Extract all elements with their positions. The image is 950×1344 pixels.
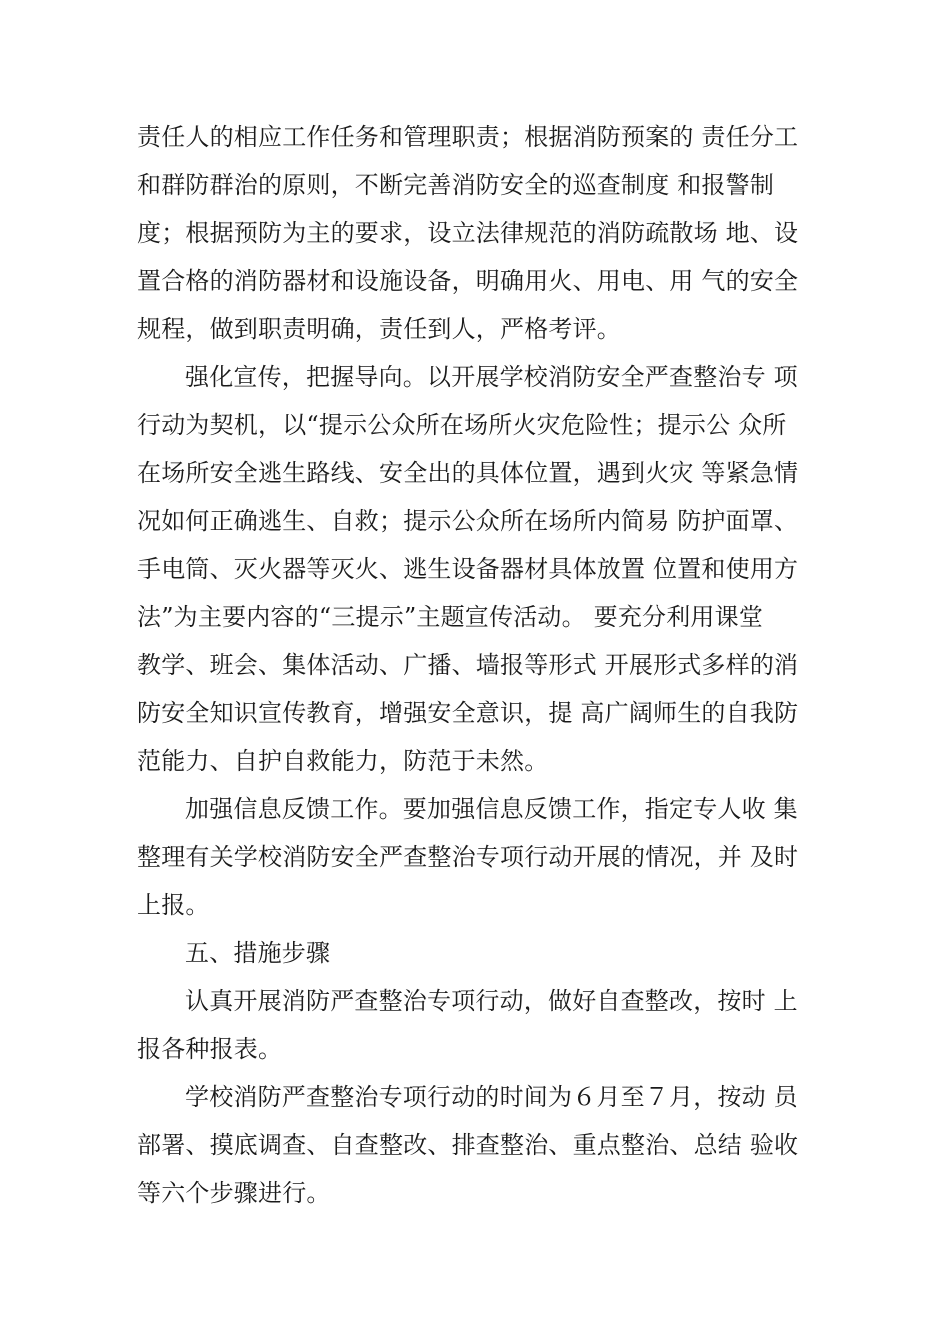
paragraph-line: 置合格的消防器材和设施设备，明确用火、用电、用 气的安全 <box>137 267 799 295</box>
paragraph-line: 部署、摸底调查、自查整改、排查整治、重点整治、总结 验收 <box>137 1131 799 1159</box>
paragraph-line: 等六个步骤进行。 <box>137 1179 331 1207</box>
paragraph-line: 况如何正确逃生、自救；提示公众所在场所内简易 防护面罩、 <box>137 507 799 535</box>
paragraph-line: 报各种报表。 <box>137 1035 283 1063</box>
paragraph-line: 范能力、自护自救能力，防范于未然。 <box>137 747 549 775</box>
paragraph-line: 整理有关学校消防安全严查整治专项行动开展的情况，并 及时 <box>137 843 799 871</box>
paragraph-line: 规程，做到职责明确，责任到人，严格考评。 <box>137 315 621 343</box>
paragraph-line: 教学、班会、集体活动、广播、墙报等形式 开展形式多样的消 <box>137 651 799 679</box>
section-heading: 五、措施步骤 <box>185 939 331 967</box>
paragraph-line: 上报。 <box>137 891 210 919</box>
paragraph-line: 法”为主要内容的“三提示”主题宣传活动。 要充分利用课堂 <box>137 603 764 631</box>
paragraph-line: 学校消防严查整治专项行动的时间为６月至７月，按动 员 <box>185 1083 798 1111</box>
paragraph-line: 加强信息反馈工作。要加强信息反馈工作，指定专人收 集 <box>185 795 798 823</box>
paragraph-line: 认真开展消防严查整治专项行动，做好自查整改，按时 上 <box>185 987 798 1015</box>
paragraph-line: 责任人的相应工作任务和管理职责；根据消防预案的 责任分工 <box>137 123 799 151</box>
paragraph-line: 和群防群治的原则，不断完善消防安全的巡查制度 和报警制 <box>137 171 775 199</box>
paragraph-line: 度；根据预防为主的要求，设立法律规范的消防疏散场 地、设 <box>137 219 799 247</box>
paragraph-line: 强化宣传，把握导向。以开展学校消防安全严查整治专 项 <box>185 363 798 391</box>
paragraph-line: 手电筒、灭火器等灭火、逃生设备器材具体放置 位置和使用方 <box>137 555 799 583</box>
paragraph-line: 防安全知识宣传教育，增强安全意识，提 高广阔师生的自我防 <box>137 699 799 727</box>
paragraph-line: 在场所安全逃生路线、安全出的具体位置，遇到火灾 等紧急情 <box>137 459 799 487</box>
paragraph-line: 行动为契机，以“提示公众所在场所火灾危险性；提示公 众所 <box>137 411 787 439</box>
